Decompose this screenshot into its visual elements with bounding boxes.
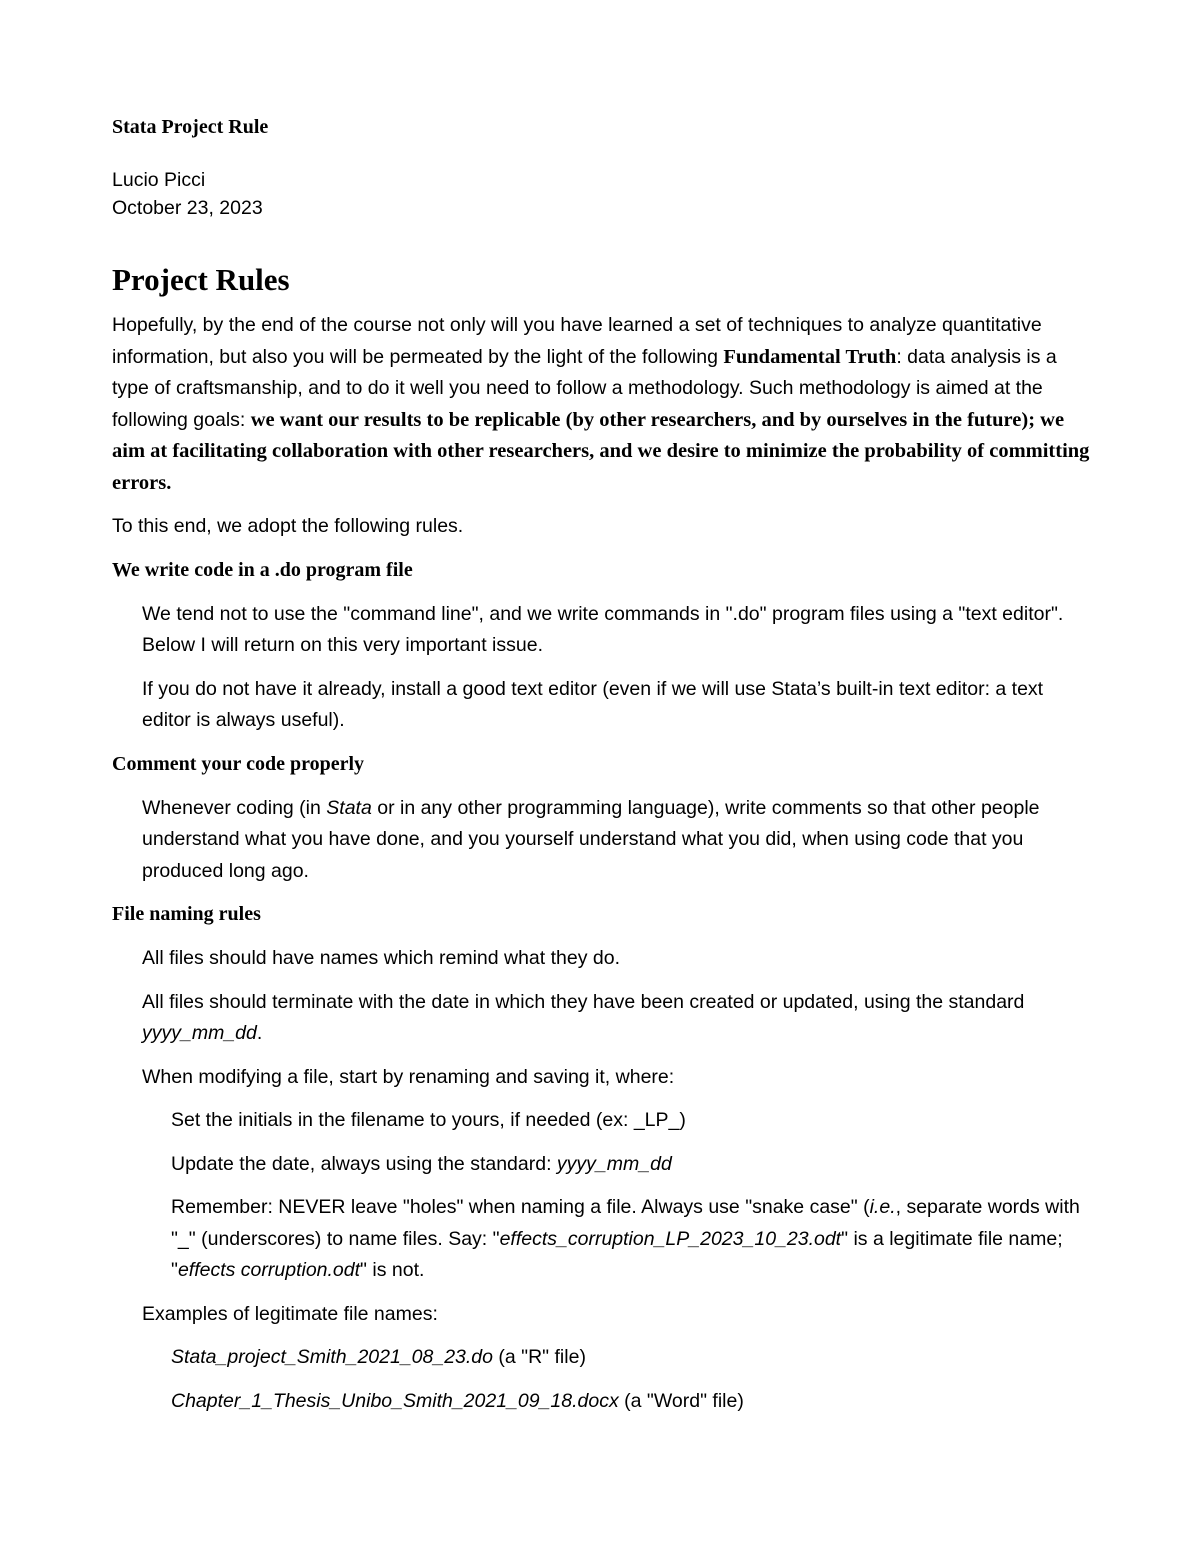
date-format-italic-2: yyyy_mm_dd: [556, 1152, 672, 1175]
intro-text-1: Hopefully, by the end of the course not only will you have learned a set of techniques to analyze quantitative information, but also you will be permeated by the light of the following: [112, 314, 1042, 368]
snake-text-2: , separate words with "_" (underscores) to name files. Say: ": [171, 1196, 1080, 1250]
naming-sub-item-snake-case: [112, 1192, 1092, 1287]
comment-text-2: or in any other programming language), write comments so that other people understand what you have done, and you yourself understand what you did, when using code that you produced long ago.: [142, 796, 1040, 882]
example-1-note: (a "R" file): [493, 1346, 586, 1368]
ie-italic: i.e.: [869, 1196, 896, 1218]
author-name: Lucio Picci: [112, 169, 206, 191]
intro-paragraph: [112, 310, 1092, 499]
rule-heading-file-naming: File naming rules: [112, 903, 261, 925]
document-date: October 23, 2023: [112, 197, 263, 219]
example-1-name: Stata_project_Smith_2021_08_23.do: [171, 1346, 493, 1368]
bad-filename-italic: effects corruption.odt: [177, 1259, 361, 1281]
example-filename-2: [112, 1386, 1092, 1418]
naming-paragraph-1: All files should have names which remind what they do.: [142, 947, 620, 969]
rule-heading-comment: Comment your code properly: [112, 752, 365, 775]
update-date-text: Update the date, always using the standard:: [171, 1152, 557, 1175]
document-title: Stata Project Rule: [112, 116, 269, 138]
good-filename-italic: effects_corruption_LP_2023_10_23.odt: [499, 1227, 842, 1250]
date-format-italic: yyyy_mm_dd: [142, 1022, 257, 1044]
rule-do-file-paragraph-1: We tend not to use the "command line", and we write commands in ".do" program files using a "text editor". Below I will return on this very important issue.: [142, 602, 1064, 656]
stata-italic: Stata: [326, 796, 372, 819]
naming-paragraph-2: [112, 987, 1092, 1050]
rule-comment-paragraph: [112, 793, 1092, 888]
fundamental-truth-bold: Fundamental Truth: [723, 345, 897, 368]
example-filename-1: [112, 1342, 1092, 1374]
naming-text-1: All files should terminate with the date in which they have been created or updated, using the standard: [142, 990, 1025, 1013]
section-title: Project Rules: [112, 262, 290, 297]
naming-sub-item-initials: Set the initials in the filename to yours, if needed (ex: _LP_): [171, 1109, 686, 1131]
naming-paragraph-3: When modifying a file, start by renaming and saving it, where:: [142, 1065, 675, 1088]
snake-text-3: " is a legitimate file name; ": [171, 1227, 1063, 1281]
examples-label: Examples of legitimate file names:: [142, 1302, 438, 1325]
rule-heading-do-file: We write code in a .do program file: [112, 558, 413, 581]
intro-paragraph-2: To this end, we adopt the following rules.: [112, 515, 464, 537]
rule-do-file-paragraph-2: If you do not have it already, install a good text editor (even if we will use Stata’s built-in text editor: a text editor is always useful).: [142, 677, 1044, 731]
naming-sub-item-date: [112, 1149, 1092, 1181]
snake-text-1: Remember: NEVER leave "holes" when naming a file. Always use "snake case" (: [171, 1196, 870, 1218]
comment-text-1: Whenever coding (in: [142, 796, 327, 819]
goals-bold: we want our results to be replicable (by other researchers, and by ourselves in the future); we aim at facilitating collaboration with other researchers, and we desire to minimize the probability of committing errors.: [112, 408, 1090, 494]
example-2-name: Chapter_1_Thesis_Unibo_Smith_2021_09_18.docx: [171, 1389, 619, 1412]
naming-text-2: .: [256, 1022, 263, 1044]
intro-text-2: : data analysis is a type of craftsmanship, and to do it well you need to follow a methodology. Such methodology is aimed at the following goals:: [112, 345, 1057, 431]
example-2-note: (a "Word" file): [618, 1389, 744, 1412]
snake-text-4: " is not.: [360, 1259, 425, 1281]
document-page: [112, 110, 1092, 1429]
